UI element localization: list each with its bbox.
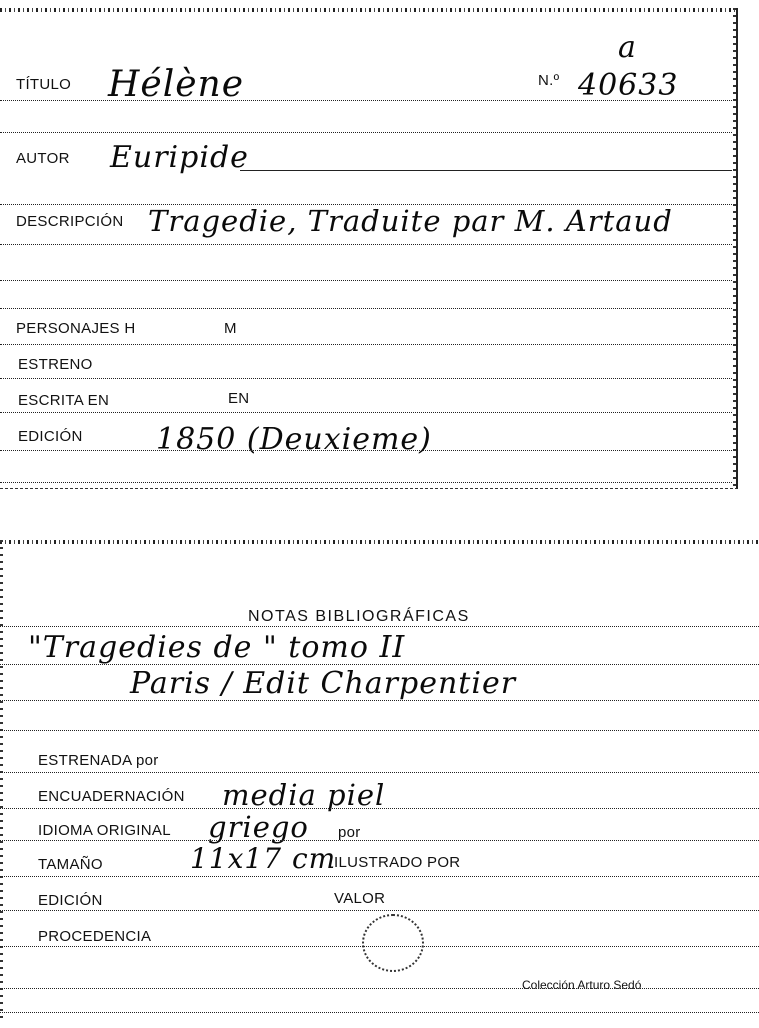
titulo-label: TÍTULO bbox=[16, 76, 72, 93]
rule-coleccion bbox=[0, 988, 759, 989]
estreno-label: ESTRENO bbox=[18, 356, 93, 373]
library-stamp bbox=[362, 914, 424, 972]
scan-noise-top bbox=[0, 8, 736, 12]
escrita-en-label: EN bbox=[228, 390, 250, 407]
rule-bottom-back bbox=[0, 1012, 759, 1013]
rule-blank-1 bbox=[0, 280, 732, 281]
notas-line-1: "Tragedies de " tomo II bbox=[28, 630, 406, 665]
rule-descripcion bbox=[0, 244, 732, 245]
catalog-card-back bbox=[0, 540, 759, 1020]
rule-edicion bbox=[0, 450, 732, 451]
personajes-label: PERSONAJES H bbox=[16, 320, 136, 337]
autor-label: AUTOR bbox=[16, 150, 70, 167]
edicion-label: EDICIÓN bbox=[18, 428, 83, 445]
rule-notas-2 bbox=[0, 700, 759, 701]
rule-autor bbox=[240, 170, 732, 171]
rule-titulo bbox=[0, 100, 732, 101]
rule-bottom bbox=[0, 482, 732, 483]
descripcion-label: DESCRIPCIÓN bbox=[16, 213, 124, 230]
rule-descripcion-top bbox=[0, 204, 732, 205]
rule-encuadernacion bbox=[0, 808, 759, 809]
rule-estreno bbox=[0, 378, 732, 379]
personajes-m-label: M bbox=[224, 320, 237, 337]
rule-autor-top bbox=[0, 132, 732, 133]
descripcion-value: Tragedie, Traduite par M. Artaud bbox=[148, 204, 673, 238]
encuadernacion-label: ENCUADERNACIÓN bbox=[38, 788, 185, 805]
rule-estrenada bbox=[0, 772, 759, 773]
procedencia-label: PROCEDENCIA bbox=[38, 928, 152, 945]
valor-label: VALOR bbox=[334, 890, 386, 907]
edicion-value: 1850 (Deuxieme) bbox=[156, 422, 432, 457]
rule-tamano bbox=[0, 876, 759, 877]
notas-heading: NOTAS BIBLIOGRÁFICAS bbox=[248, 608, 470, 625]
rule-edicion-back bbox=[0, 910, 759, 911]
scan-noise-top-back bbox=[0, 540, 759, 544]
tamano-label: TAMAÑO bbox=[38, 856, 103, 873]
scan-noise-edge bbox=[733, 8, 736, 488]
rule-personajes bbox=[0, 344, 732, 345]
idioma-value: griego bbox=[208, 810, 309, 844]
numero-value: 40633 bbox=[578, 68, 679, 103]
numero-label: N.º bbox=[538, 72, 560, 89]
ilustrado-label: ILUSTRADO POR bbox=[334, 854, 461, 871]
rule-procedencia bbox=[0, 946, 759, 947]
edicion-back-label: EDICIÓN bbox=[38, 892, 103, 909]
encuadernacion-value: media piel bbox=[222, 778, 386, 812]
estrenada-label: ESTRENADA por bbox=[38, 752, 159, 769]
coleccion-label: Colección Arturo Sedó bbox=[522, 978, 642, 992]
idioma-label: IDIOMA ORIGINAL bbox=[38, 822, 171, 839]
catalog-card-front bbox=[0, 8, 738, 489]
notas-line-2: Paris / Edit Charpentier bbox=[130, 666, 517, 701]
rule-blank-2 bbox=[0, 308, 732, 309]
rule-idioma bbox=[0, 840, 759, 841]
rule-notas bbox=[0, 626, 759, 627]
rule-notas-3 bbox=[0, 730, 759, 731]
idioma-por-label: por bbox=[338, 824, 361, 841]
titulo-value: Hélène bbox=[108, 64, 245, 105]
rule-notas-1 bbox=[0, 664, 759, 665]
rule-escrita bbox=[0, 412, 732, 413]
tamano-value: 11x17 cm bbox=[190, 842, 337, 875]
scan-noise-left-edge bbox=[0, 540, 3, 1020]
escrita-label: ESCRITA EN bbox=[18, 392, 110, 409]
autor-value: Euripide bbox=[110, 140, 249, 175]
numero-suffix: a bbox=[618, 30, 637, 65]
